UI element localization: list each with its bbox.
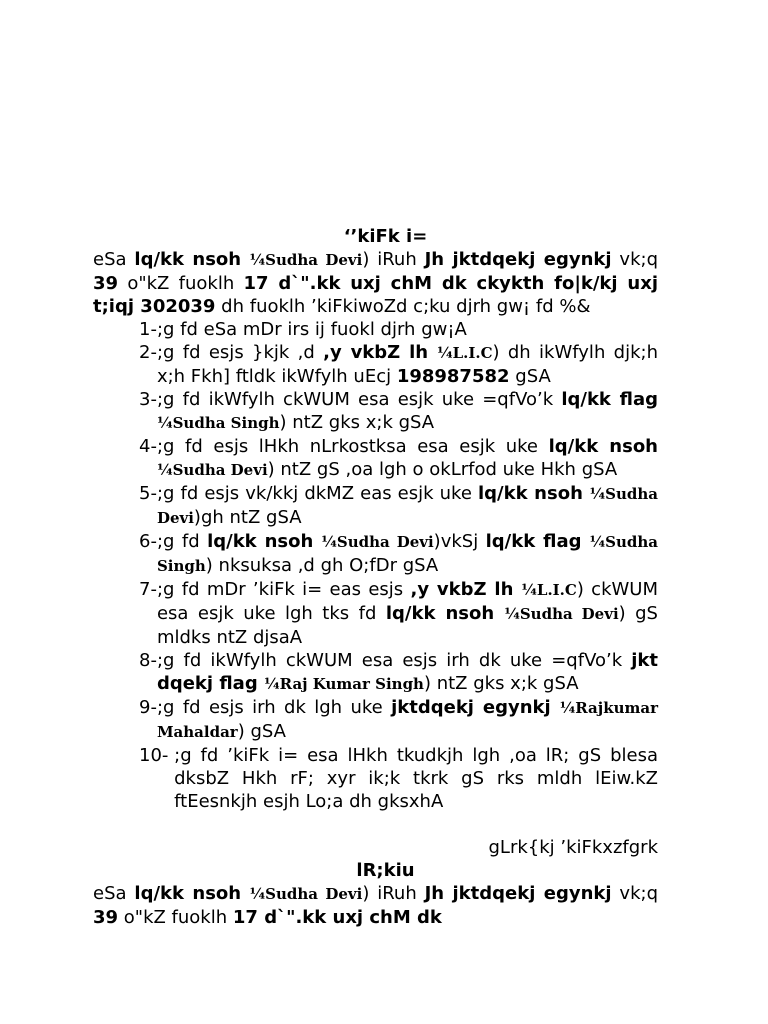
point-text-part: ) ckWUM esa esjk uke lgh tks fd xyxy=(156,579,658,624)
verify-text: o"kZ fuoklh xyxy=(118,907,233,928)
point-bold-text: lq/kk nsoh xyxy=(385,603,505,624)
intro-text: o"kZ fuoklh xyxy=(118,273,244,294)
verification-title: lR;kiu xyxy=(356,860,415,881)
point-english-name: ¼Sudha Devi xyxy=(156,485,659,527)
age-value: 39 xyxy=(93,273,119,294)
point-bold-text: lq/kk nsoh xyxy=(207,531,322,552)
point-english-name: ¼L.I.C xyxy=(521,581,577,599)
point-number: 3- xyxy=(139,389,157,410)
point-text-part: ) ntZ gS ,oa lgh o okLrfod uke Hkh gSA xyxy=(267,459,618,480)
point-english-name: ¼Sudha Devi xyxy=(321,533,434,551)
point-number: 10- xyxy=(139,745,175,766)
point-item xyxy=(139,578,658,649)
point-text-part: ) gS mldks ntZ djsaA xyxy=(156,603,658,648)
point-text xyxy=(174,744,658,813)
point-text-part: ) nksuksa ,d gh O;fDr gSA xyxy=(205,555,439,576)
point-item xyxy=(139,388,658,435)
point-item xyxy=(139,435,658,482)
intro-text: dh fuoklh ’kiFkiwoZd c;ku djrh gw¡ fd %& xyxy=(215,296,591,317)
verification-paragraph xyxy=(93,882,658,929)
verify-deponent-name-english: ¼Sudha Devi xyxy=(249,885,363,903)
point-text-part: ;g fd ikWfylh ckWUM esa esjs irh dk uke =qfVo’k xyxy=(156,650,632,671)
point-text-part: ;g fd esjs }kjk ,d xyxy=(156,342,324,363)
document-title: ‘’kiFk i= xyxy=(343,226,428,247)
point-english-name: ¼Sudha Singh xyxy=(156,414,280,432)
point-text-part: ;g fd esjs vk/kkj dkMZ eas esjk uke xyxy=(156,483,478,504)
point-bold-text: jktdqekj egynkj xyxy=(391,697,560,718)
point-english-name: ¼L.I.C xyxy=(436,344,493,362)
point-text-part: ;g fd mDr ’kiFk i= eas esjs xyxy=(156,579,411,600)
point-english-name: ¼Raj Kumar Singh xyxy=(263,675,424,693)
point-text-part: ;g fd xyxy=(156,531,208,552)
point-number: 6- xyxy=(139,531,157,552)
intro-text: eSa xyxy=(93,249,135,270)
point-text-part: ;g fd ’kiFk i= esa lHkh tkudkjh lgh ,oa lR; gS blesa dksbZ Hkh rF; xyr ik;k tkrk gS rks mldh lEiw.kZ ftEesnkjh esjh Lo;a dh gksxhA xyxy=(174,745,658,812)
verify-address-value: 17 d`".kk uxj chM dk xyxy=(232,907,442,928)
point-text xyxy=(157,482,658,530)
verify-deponent-name: lq/kk nsoh xyxy=(134,883,250,904)
intro-paragraph xyxy=(93,248,658,318)
point-bold-text: 198987582 xyxy=(396,366,510,387)
verify-text: eSa xyxy=(93,883,135,904)
point-item xyxy=(139,341,658,388)
point-number: 1- xyxy=(139,319,157,340)
point-text xyxy=(157,435,658,482)
point-bold-text: ,y vkbZ lh xyxy=(323,342,437,363)
point-bold-text: ,y vkbZ lh xyxy=(410,579,522,600)
husband-name: Jh jktdqekj egynkj xyxy=(424,249,612,270)
point-number: 7- xyxy=(139,579,157,600)
point-text-part: ) ntZ gks x;k gSA xyxy=(423,673,579,694)
point-item xyxy=(139,318,658,341)
affidavit-page xyxy=(93,225,658,929)
verify-text: vk;q xyxy=(611,883,658,904)
verify-age-value: 39 xyxy=(93,907,119,928)
point-item xyxy=(139,696,658,744)
point-text-part: )vkSj xyxy=(433,531,486,552)
point-text xyxy=(157,696,658,744)
point-bold-text: jkt dqekj flag xyxy=(156,650,658,694)
point-english-name: ¼Sudha Devi xyxy=(504,605,619,623)
deponent-name-english: ¼Sudha Devi xyxy=(249,251,363,269)
deponent-signature: gLrk{kj ’kiFkxzfgrk xyxy=(488,837,658,858)
point-text xyxy=(157,388,658,435)
intro-text: vk;q xyxy=(611,249,658,270)
point-item xyxy=(139,482,658,530)
deponent-name: lq/kk nsoh xyxy=(134,249,250,270)
point-text-part: ) ntZ gks x;k gSA xyxy=(279,412,435,433)
spacer xyxy=(93,813,658,836)
point-text-part: gSA xyxy=(509,366,551,387)
address-value: 17 d`".kk uxj chM dk ckykth fo|k/kj uxj t;iqj 302039 xyxy=(93,273,658,317)
point-number: 5- xyxy=(139,483,157,504)
point-text xyxy=(157,341,658,388)
point-text xyxy=(157,649,658,696)
point-item xyxy=(139,649,658,696)
intro-text: ) iRuh xyxy=(362,249,425,270)
point-text-part: ) gSA xyxy=(237,721,286,742)
point-text-part: ;g fd eSa mDr irs ij fuokl djrh gw¡A xyxy=(156,319,467,340)
point-bold-text: lq/kk nsoh xyxy=(548,436,659,457)
numbered-points xyxy=(93,318,658,813)
verify-husband-name: Jh jktdqekj egynkj xyxy=(424,883,612,904)
point-text-part: ;g fd esjs lHkh nLrkostksa esa esjk uke xyxy=(156,436,549,457)
point-text-part: ;g fd esjs irh dk lgh uke xyxy=(156,697,392,718)
point-bold-text: lq/kk flag xyxy=(485,531,590,552)
point-item xyxy=(139,744,658,813)
point-number: 4- xyxy=(139,436,157,457)
point-text-part: ) dh ikWfylh djk;h x;h Fkh] ftldk ikWfylh uEcj xyxy=(156,342,658,387)
point-english-name: ¼Sudha Singh xyxy=(156,533,659,575)
point-number: 8- xyxy=(139,650,157,671)
point-text-part: )gh ntZ gSA xyxy=(193,507,302,528)
point-english-name: ¼Sudha Devi xyxy=(156,461,268,479)
point-number: 2- xyxy=(139,342,157,363)
point-number: 9- xyxy=(139,697,157,718)
point-text xyxy=(157,530,658,578)
point-english-name: ¼Rajkumar Mahaldar xyxy=(156,699,658,741)
verify-text: ) iRuh xyxy=(362,883,425,904)
point-item xyxy=(139,530,658,578)
point-text xyxy=(157,318,658,341)
point-bold-text: lq/kk flag xyxy=(561,389,658,410)
point-text xyxy=(157,578,658,649)
point-text-part: ;g fd ikWfylh ckWUM esa esjk uke =qfVo’k xyxy=(156,389,562,410)
point-bold-text: lq/kk nsoh xyxy=(477,483,590,504)
